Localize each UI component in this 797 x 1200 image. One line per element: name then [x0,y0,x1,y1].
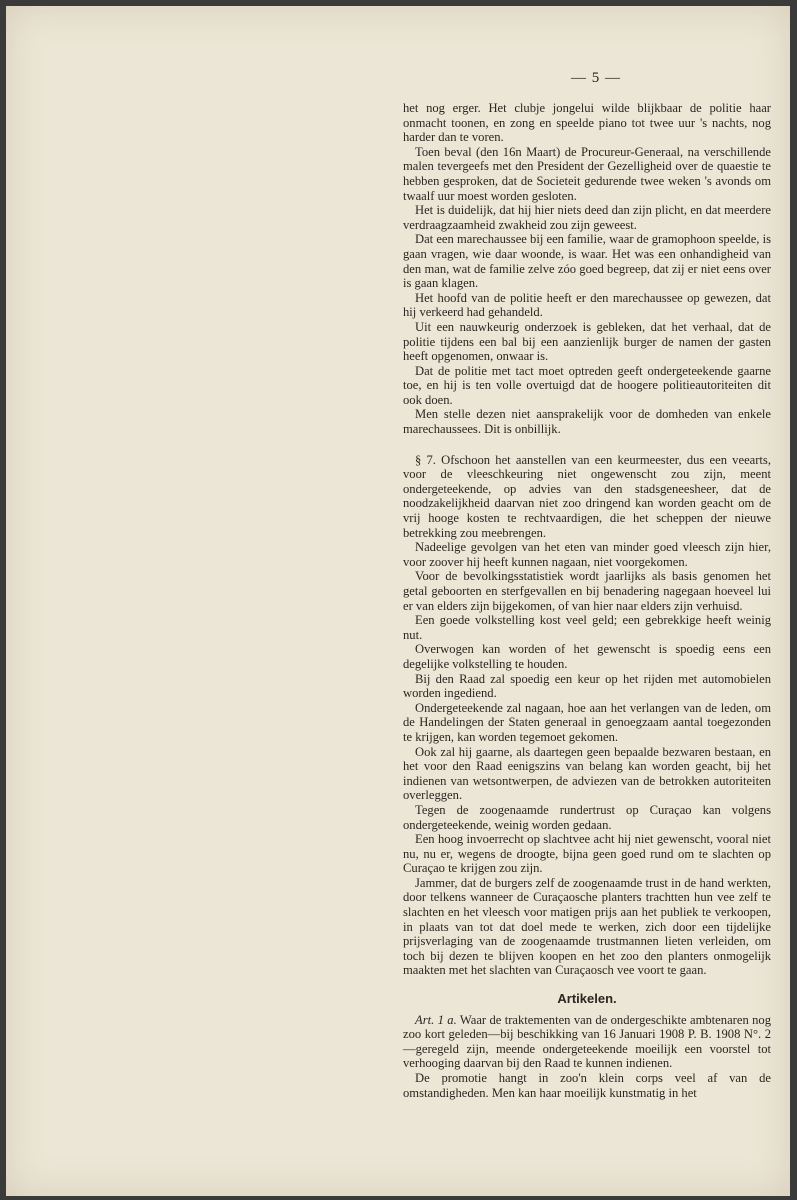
paragraph: Tegen de zoogenaamde rundertrust op Curaçao kan volgens ondergeteekende, weinig worden gedaan. [403,802,771,832]
paragraph: Men stelle dezen niet aansprakelijk voor de domheden van enkele marechaussees. Dit is onbillijk. [403,407,771,437]
paragraph: Uit een nauwkeurig onderzoek is gebleken, dat het verhaal, dat de politie tijdens een bal bij een aanzienlijk burger de namen der gasten heeft opgenomen, onwaar is. [403,319,771,364]
section-7-paragraph: § 7. Ofschoon het aanstellen van een keurmeester, dus een veearts, voor de vleeschkeuring niet ongewenscht zou zijn, meent ondergeteekende, op advies van den stadsgeneesheer, dat de noodzakelijkheid daarvan niet zoo dringend kan worden geacht om de vrij hooge kosten te rechtvaardigen, die het scheppen der nieuwe betrekking zou meebrengen. [403,452,771,540]
paragraph: De promotie hangt in zoo'n klein corps veel af van de omstandigheden. Men kan haar moeilijk kunstmatig in het [403,1071,771,1100]
paragraph: Voor de bevolkingsstatistiek wordt jaarlijks als basis genomen het getal geboorten en sterfgevallen en bij benadering nagegaan hoeveel lui er van elders zijn bijgekomen, of van hier naar elders zijn verhuisd. [403,569,771,613]
paragraph: Het is duidelijk, dat hij hier niets deed dan zijn plicht, en dat meerdere verdraagzaamheid zwakheid zou zijn geweest. [403,203,771,232]
paragraph: Nadeelige gevolgen van het eten van minder goed vleesch zijn hier, voor zoover hij heeft kunnen nagaan, niet voorgekomen. [403,540,771,569]
paragraph: Een hoog invoerrecht op slachtvee acht hij niet gewenscht, vooral niet nu, nu er, wegens de droogte, bijna geen goed rund om te slachten op Curaçao te krijgen zou zijn. [403,832,771,876]
paragraph: het nog erger. Het clubje jongelui wilde blijkbaar de politie haar onmacht toonen, en zong en speelde piano tot twee uur 's nachts, nog harder dan te voren. [403,101,771,145]
paragraph: Overwogen kan worden of het gewenscht is spoedig eens een degelijke volkstelling te houden. [403,642,771,671]
article-text: Waar de traktementen van de ondergeschikte ambtenaren nog zoo kort geleden—bij beschikking van 16 Januari 1908 P. B. 1908 N°. 2—geregeld zijn, meende ondergeteekende moeilijk een voorstel tot verhooging daarvan bij den Raad te kunnen indienen. [403,1012,771,1071]
paragraph: Ondergeteekende zal nagaan, hoe aan het verlangen van de leden, om de Handelingen der Staten generaal in genoegzaam aantal toegezonden te krijgen, kan worden tegemoet gekomen. [403,700,771,744]
text-column [403,101,771,1100]
document-page [6,6,790,1196]
paragraph: Toen beval (den 16n Maart) de Procureur-Generaal, na verschillende malen tevergeefs met den President der Gezelligheid over de quaestie te hebben gesproken, dat de Societeit gedurende twee weken 's avonds om twaalf uur moest worden gesloten. [403,144,771,203]
page-number: — 5 — [571,70,621,86]
paragraph: Dat de politie met tact moet optreden geeft ondergeteekende gaarne toe, en hij is ten volle overtuigd dat de hoogere politieautoriteiten dit ook doen. [403,363,771,407]
paragraph: Een goede volkstelling kost veel geld; een gebrekkige heeft weinig nut. [403,613,771,642]
paragraph: Dat een marechaussee bij een familie, waar de gramophoon speelde, is gaan vragen, wie daar woonde, is waar. Het was een onhandigheid van den man, wat de familie zelve zóo goed begreep, dat zij er niet eens over is gaan klagen. [403,232,771,291]
paragraph: Jammer, dat de burgers zelf de zoogenaamde trust in de hand werkten, door telkens wanneer de Curaçaosche planters trachtten hun vee zelf te slachten en het vleesch voor matigen prijs aan het publiek te verkoopen, in plaats van tot dat doel mede te werken, zich door een tijdelijke prijsverlaging van de zoogenaamde trustmannen lieten verleiden, om toch bij dezen te blijven koopen en het zoo den planters onmogelijk maakten met het slachten van Curaçaosch vee voort te gaan. [403,875,771,978]
article-label: Art. 1 a. [415,1012,457,1027]
article-paragraph [403,1013,771,1071]
paragraph: Bij den Raad zal spoedig een keur op het rijden met automobielen worden ingediend. [403,671,771,701]
paragraph: Ook zal hij gaarne, als daartegen geen bepaalde bezwaren bestaan, en het voor den Raad eenigszins van belang kan worden geacht, bij het indienen van wetsontwerpen, de adviezen van de betrokken autoriteiten overleggen. [403,744,771,803]
paragraph: Het hoofd van de politie heeft er den marechaussee op gewezen, dat hij verkeerd had gehandeld. [403,290,771,320]
section-heading: Artikelen. [557,991,617,1007]
